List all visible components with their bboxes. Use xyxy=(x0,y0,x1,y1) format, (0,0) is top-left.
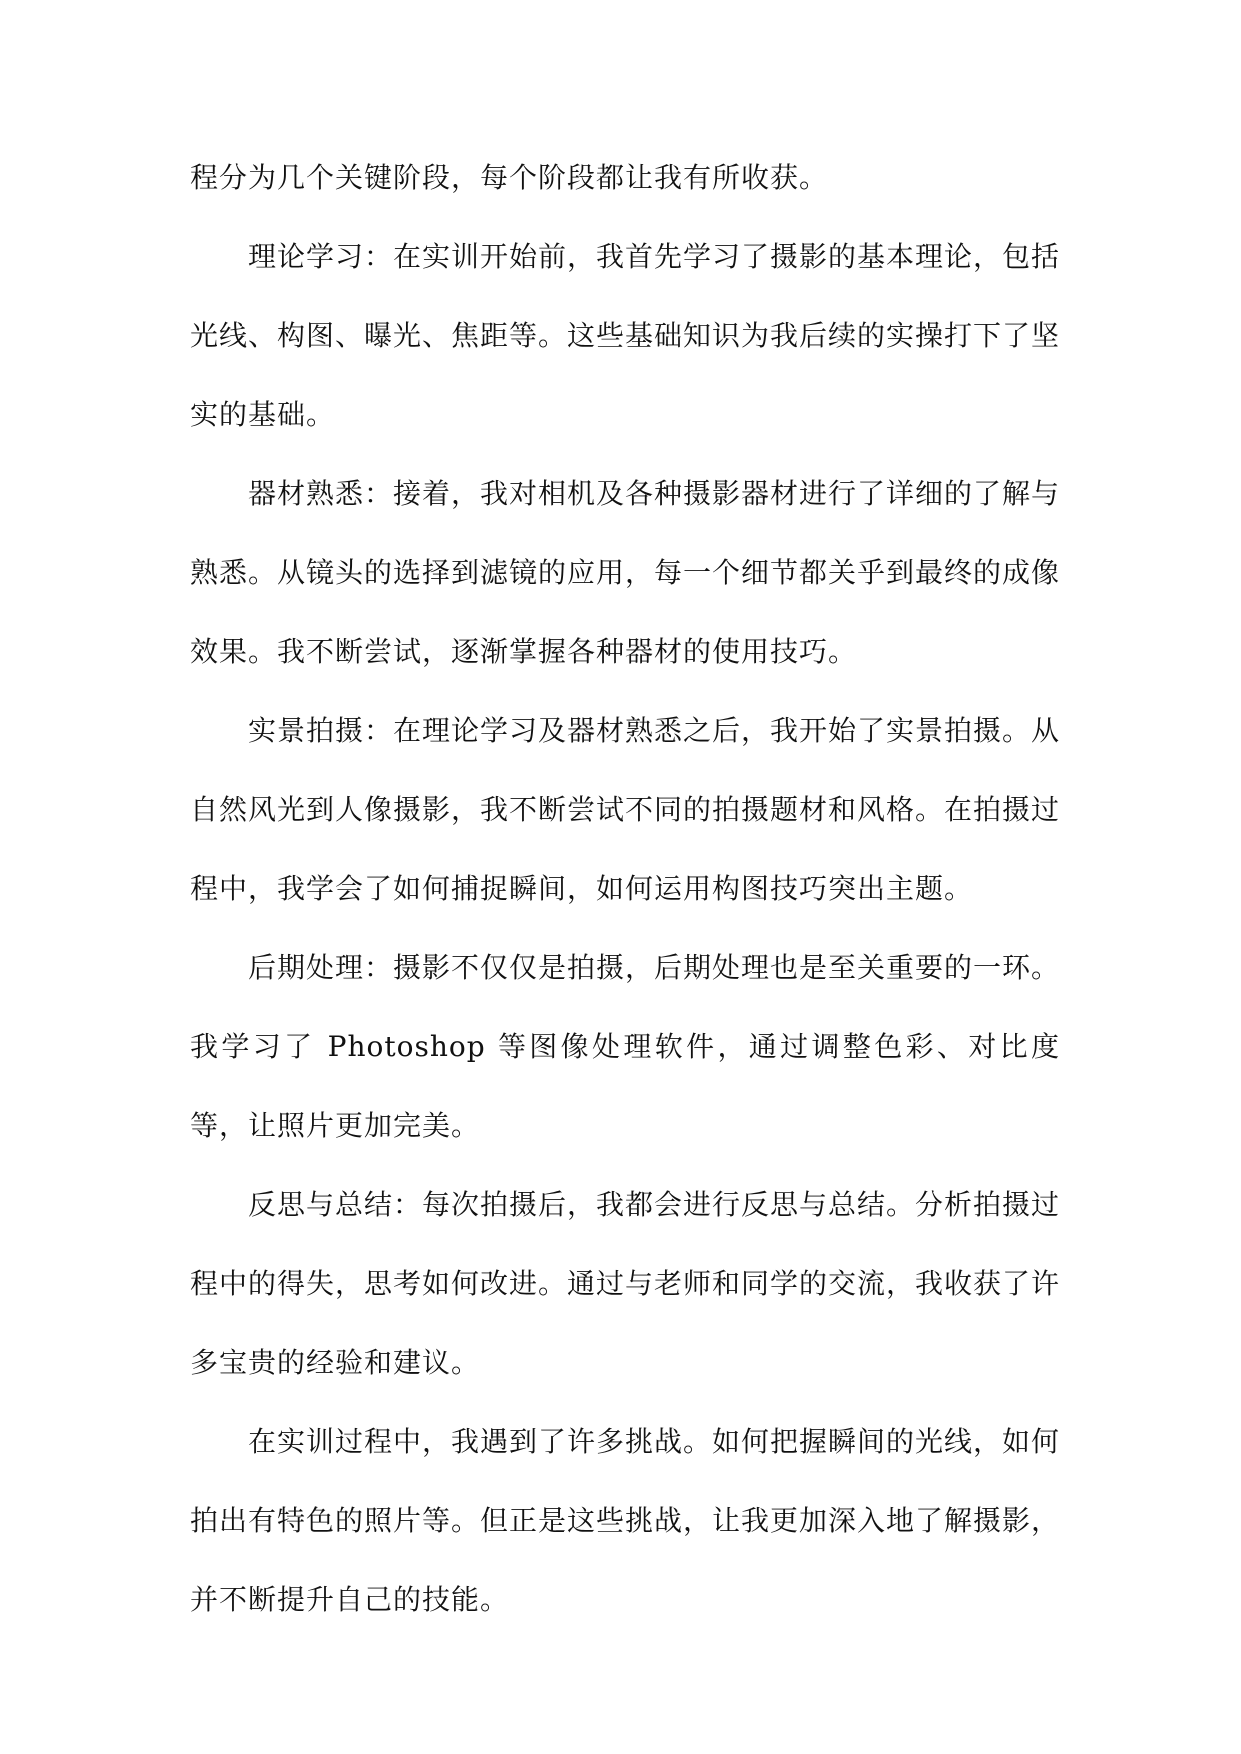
paragraph-equipment: 器材熟悉：接着，我对相机及各种摄影器材进行了详细的了解与熟悉。从镜头的选择到滤镜的应用，每一个细节都关乎到最终的成像效果。我不断尝试，逐渐掌握各种器材的使用技巧。 xyxy=(190,477,1061,668)
paragraph-post-processing: 后期处理：摄影不仅仅是拍摄，后期处理也是至关重要的一环。我学习了 Photoshop 等图像处理软件，通过调整色彩、对比度等，让照片更加完美。 xyxy=(190,951,1061,1142)
paragraph-continuation: 程分为几个关键阶段，每个阶段都让我有所收获。 xyxy=(190,161,829,194)
paragraph-theory-study: 理论学习：在实训开始前，我首先学习了摄影的基本理论，包括光线、构图、曝光、焦距等。这些基础知识为我后续的实操打下了坚实的基础。 xyxy=(190,240,1061,431)
paragraph-reflection: 反思与总结：每次拍摄后，我都会进行反思与总结。分析拍摄过程中的得失，思考如何改进。通过与老师和同学的交流，我收获了许多宝贵的经验和建议。 xyxy=(190,1188,1061,1379)
body-text xyxy=(190,138,1060,1639)
paragraph-challenges: 在实训过程中，我遇到了许多挑战。如何把握瞬间的光线，如何拍出有特色的照片等。但正是这些挑战，让我更加深入地了解摄影，并不断提升自己的技能。 xyxy=(190,1425,1061,1616)
paragraph-field-shooting: 实景拍摄：在理论学习及器材熟悉之后，我开始了实景拍摄。从自然风光到人像摄影，我不断尝试不同的拍摄题材和风格。在拍摄过程中，我学会了如何捕捉瞬间，如何运用构图技巧突出主题。 xyxy=(190,714,1061,905)
